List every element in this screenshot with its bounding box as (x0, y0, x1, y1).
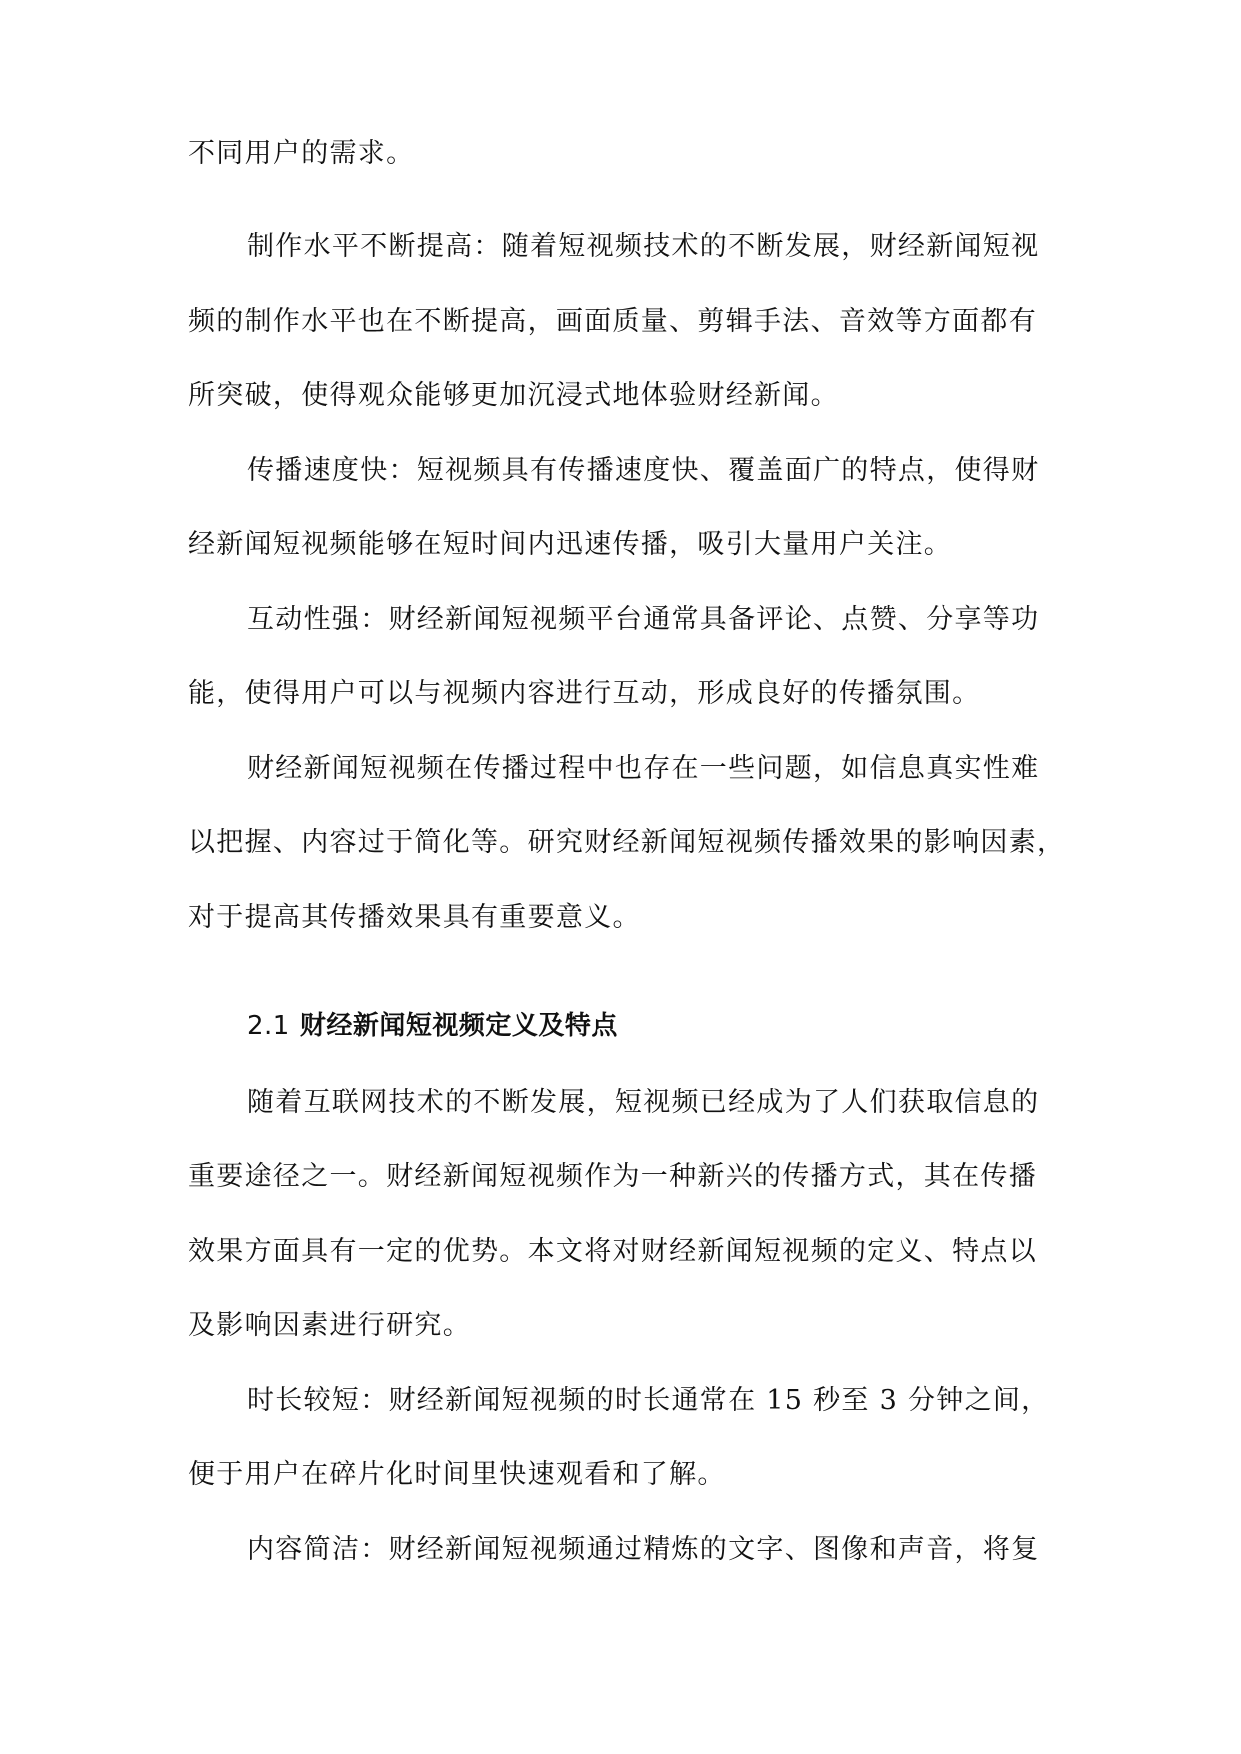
body-line: 所突破，使得观众能够更加沉浸式地体验财经新闻。 (188, 380, 839, 411)
body-line: 能，使得用户可以与视频内容进行互动，形成良好的传播氛围。 (188, 678, 981, 709)
body-line: 不同用户的需求。 (188, 138, 415, 169)
body-line: 对于提高其传播效果具有重要意义。 (188, 902, 641, 933)
body-line: 及影响因素进行研究。 (188, 1310, 471, 1341)
body-line: 互动性强：财经新闻短视频平台通常具备评论、点赞、分享等功 (247, 604, 1040, 635)
body-line: 随着互联网技术的不断发展，短视频已经成为了人们获取信息的 (247, 1087, 1040, 1118)
body-line: 经新闻短视频能够在短时间内迅速传播，吸引大量用户关注。 (188, 529, 953, 560)
body-line: 内容简洁：财经新闻短视频通过精炼的文字、图像和声音，将复 (247, 1534, 1040, 1565)
body-line: 财经新闻短视频在传播过程中也存在一些问题，如信息真实性难 (247, 753, 1040, 784)
body-line: 时长较短：财经新闻短视频的时长通常在 15 秒至 3 分钟之间， (247, 1385, 1050, 1416)
body-line: 制作水平不断提高：随着短视频技术的不断发展，财经新闻短视 (247, 231, 1040, 262)
body-line: 以把握、内容过于简化等。研究财经新闻短视频传播效果的影响因素， (188, 827, 1066, 858)
body-line: 便于用户在碎片化时间里快速观看和了解。 (188, 1459, 726, 1490)
body-line: 效果方面具有一定的优势。本文将对财经新闻短视频的定义、特点以 (188, 1236, 1037, 1267)
body-line: 频的制作水平也在不断提高，画面质量、剪辑手法、音效等方面都有 (188, 306, 1037, 337)
body-line: 重要途径之一。财经新闻短视频作为一种新兴的传播方式，其在传播 (188, 1161, 1037, 1192)
section-title: 财经新闻短视频定义及特点 (299, 1011, 618, 1041)
section-number: 2.1 (247, 1011, 290, 1041)
body-line: 传播速度快：短视频具有传播速度快、覆盖面广的特点，使得财 (247, 455, 1040, 486)
section-heading (247, 1006, 618, 1046)
